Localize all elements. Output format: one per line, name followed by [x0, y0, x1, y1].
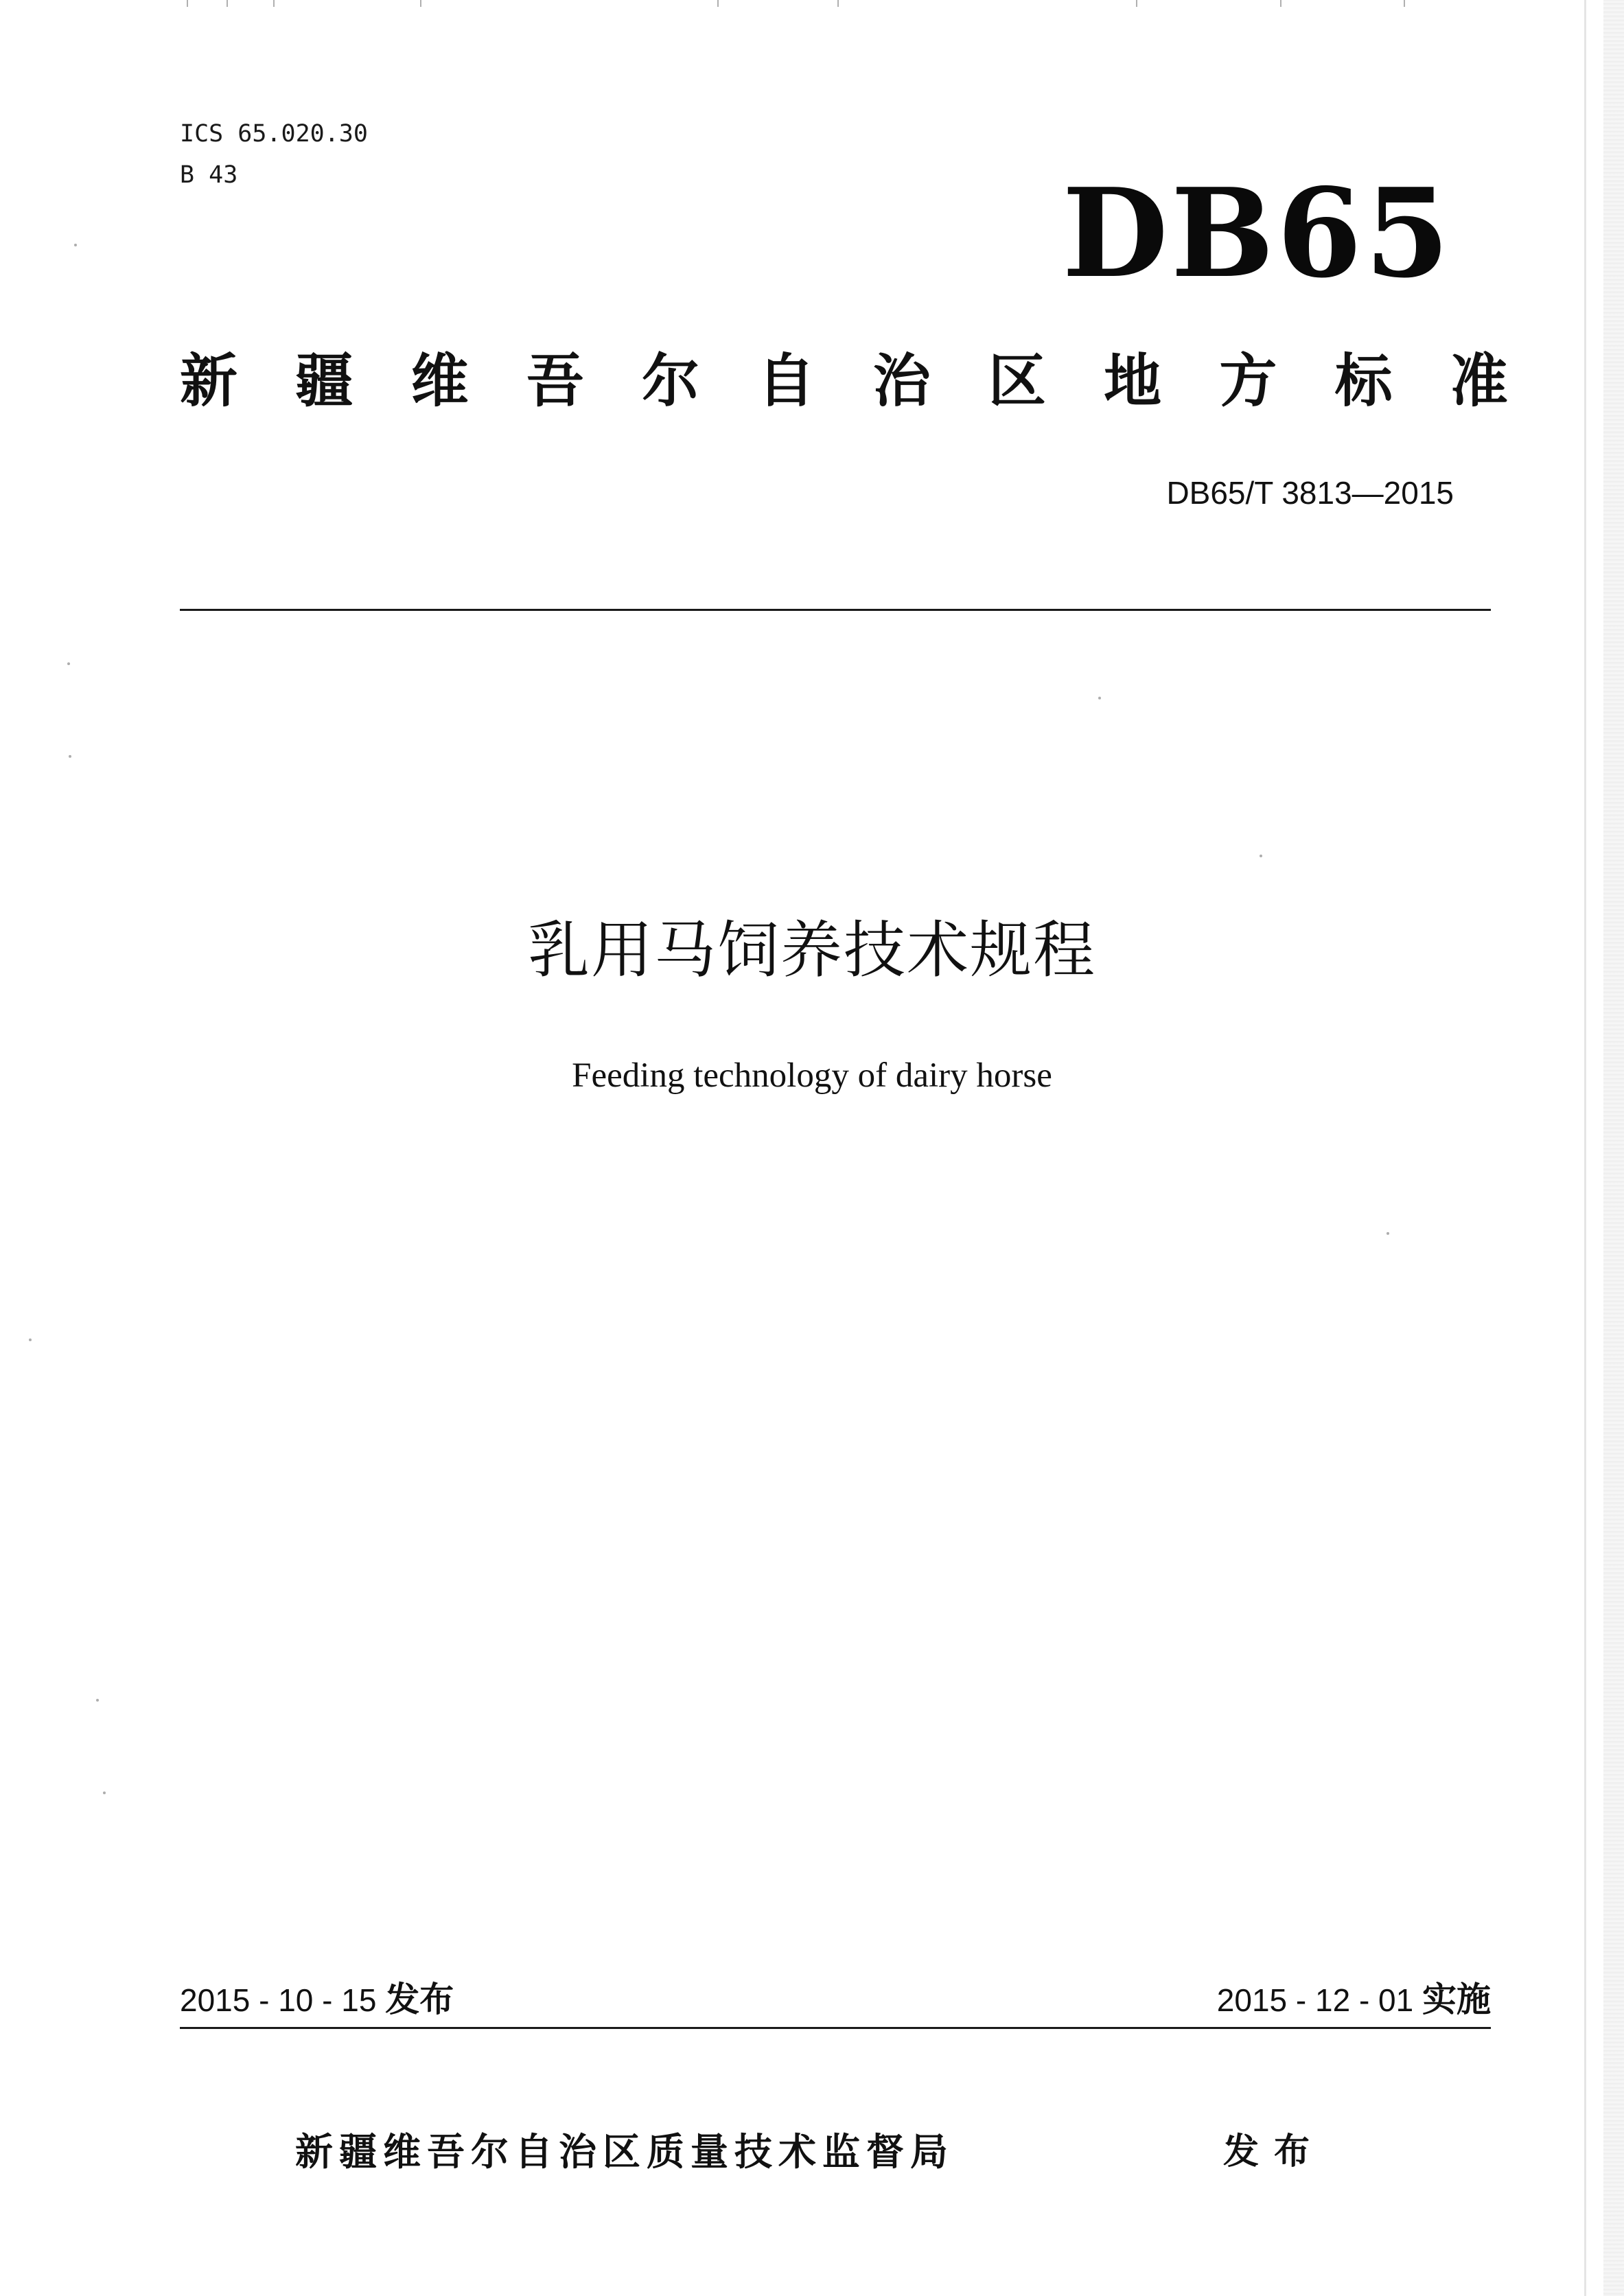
footer-divider — [180, 2027, 1491, 2029]
scan-speck — [1098, 697, 1101, 699]
implement-date: 2015 - 12 - 01 — [1216, 1982, 1414, 2018]
title-char: 疆 — [295, 347, 353, 415]
ccs-code: B 43 — [180, 161, 238, 189]
publish-date: 2015 - 10 - 15 — [180, 1982, 377, 2018]
scan-speck — [74, 244, 77, 246]
scan-speck — [103, 1791, 106, 1794]
classification-codes — [180, 113, 368, 196]
scan-speck — [29, 1338, 32, 1341]
title-char: 标 — [1334, 347, 1393, 415]
scan-edge-line — [1584, 0, 1586, 2296]
title-char: 准 — [1450, 347, 1508, 415]
document-title-english: Feeding technology of dairy horse — [572, 1056, 1052, 1095]
title-char: 尔 — [642, 347, 700, 415]
title-char: 治 — [872, 347, 931, 415]
scan-edge — [1603, 0, 1624, 2296]
document-title-chinese: 乳用马饲养技术规程 — [528, 914, 1096, 986]
date-row — [180, 1975, 1491, 2027]
publish-date-block — [180, 1975, 454, 2024]
title-char: 自 — [757, 347, 815, 415]
scan-speck — [69, 755, 71, 758]
ics-code: ICS 65.020.30 — [180, 120, 368, 148]
scan-speck — [1387, 1232, 1389, 1235]
title-char: 吾 — [526, 347, 584, 415]
title-char: 新 — [180, 347, 238, 415]
scan-speck — [1260, 855, 1262, 857]
title-char: 地 — [1104, 347, 1162, 415]
issuer-action: 发布 — [1223, 2131, 1325, 2172]
implement-date-block — [1217, 1975, 1491, 2024]
title-char: 维 — [410, 347, 469, 415]
scan-speck — [67, 662, 70, 665]
implement-label: 实施 — [1422, 1980, 1491, 2019]
standard-number: DB65/T 3813—2015 — [1166, 475, 1454, 511]
header-divider — [180, 609, 1491, 611]
issuer-name: 新疆维吾尔自治区质量技术监督局 — [295, 2130, 955, 2174]
scan-top-ticks — [0, 0, 1624, 8]
standard-logo: DB65 — [1062, 161, 1452, 305]
title-char: 方 — [1219, 347, 1277, 415]
scan-speck — [96, 1699, 99, 1702]
title-char: 区 — [988, 347, 1046, 415]
standard-class-title — [180, 347, 1508, 415]
publish-label: 发布 — [385, 1980, 454, 2019]
